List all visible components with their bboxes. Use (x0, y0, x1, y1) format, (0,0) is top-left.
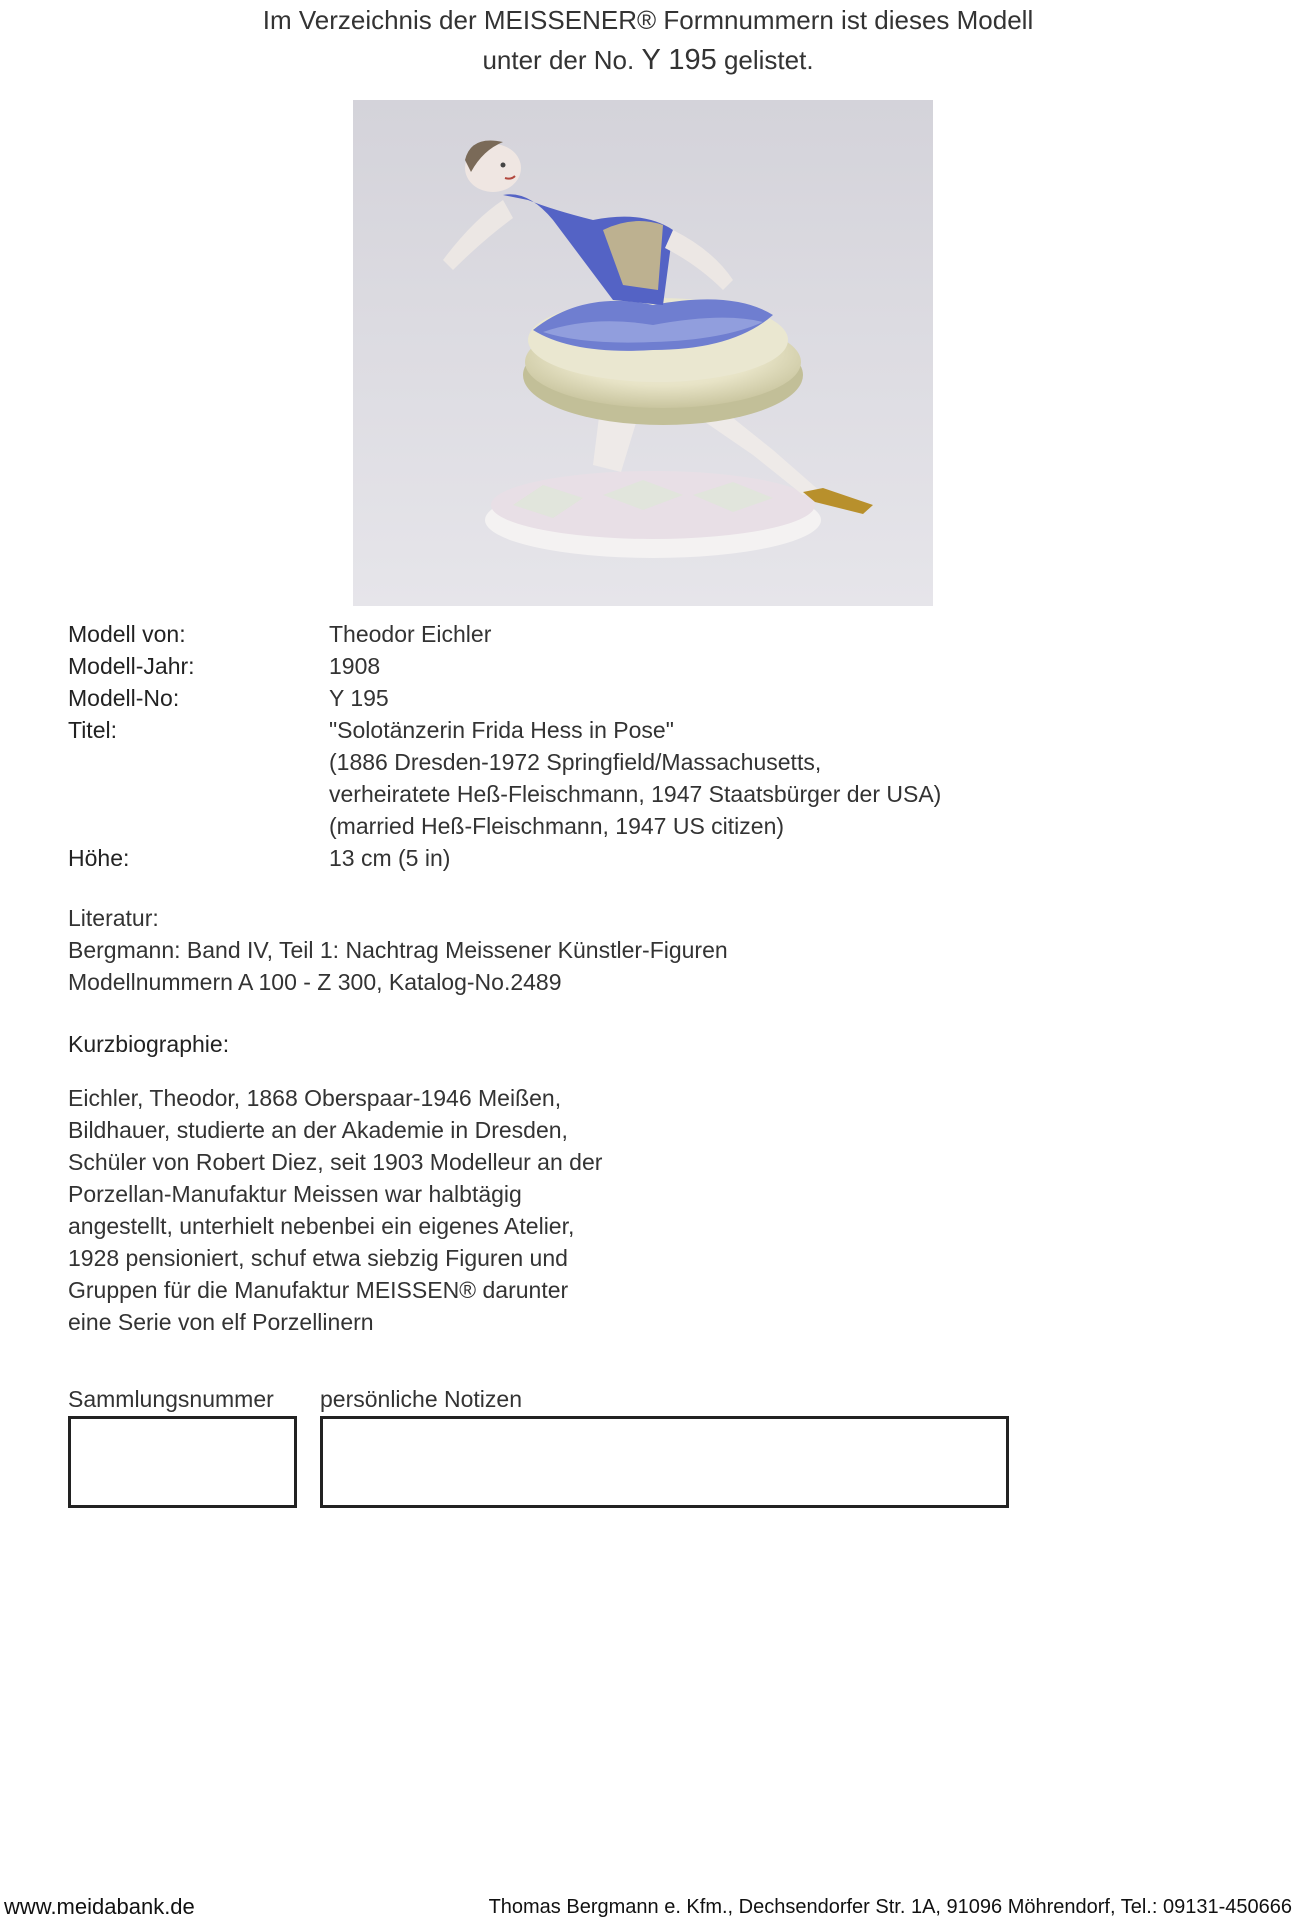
detail-row-modell-von (68, 618, 1228, 650)
titel-line: (married Heß-Fleischmann, 1947 US citizen) (329, 813, 785, 839)
header-line-1: Im Verzeichnis der MEISSENER® Formnummern ist dieses Modell (262, 5, 1034, 35)
detail-row-modell-jahr (68, 650, 1228, 682)
titel-line: verheiratete Heß-Fleischmann, 1947 Staatsbürger der USA) (329, 781, 942, 807)
bio-line: Gruppen für die Manufaktur MEISSEN® darunter (68, 1277, 569, 1303)
detail-row-titel (68, 714, 1228, 842)
bio-line: Eichler, Theodor, 1868 Oberspaar-1946 Meißen, (68, 1085, 562, 1111)
figurine-photo (353, 100, 933, 606)
footer-website[interactable]: www.meidabank.de (4, 1894, 195, 1919)
titel-line: "Solotänzerin Frida Hess in Pose" (329, 717, 674, 743)
header-line-2-prefix: unter der No. (482, 45, 635, 75)
literatur-line: Modellnummern A 100 - Z 300, Katalog-No.2489 (68, 969, 562, 995)
bio-line: eine Serie von elf Porzellinern (68, 1309, 374, 1335)
notizen-label: persönliche Notizen (320, 1386, 523, 1412)
hoehe-label: Höhe: (68, 845, 130, 871)
titel-value (329, 714, 1228, 842)
sammlungsnummer-label: Sammlungsnummer (68, 1386, 274, 1412)
titel-label: Titel: (68, 717, 117, 743)
sammlungsnummer-field[interactable] (68, 1416, 297, 1508)
detail-row-hoehe (68, 842, 1228, 874)
modell-no-value: Y 195 (329, 685, 389, 711)
detail-row-modell-no (68, 682, 1228, 714)
modell-jahr-value: 1908 (329, 653, 381, 679)
modell-jahr-label: Modell-Jahr: (68, 653, 195, 679)
modell-von-label: Modell von: (68, 621, 186, 647)
kurzbiographie-label: Kurzbiographie: (68, 1031, 230, 1057)
bio-line: Porzellan-Manufaktur Meissen war halbtägig (68, 1181, 522, 1207)
modell-no-label: Modell-No: (68, 685, 180, 711)
header-line-2-suffix: gelistet. (723, 45, 814, 75)
kurzbiographie-text (68, 1082, 602, 1338)
notizen-field[interactable] (320, 1416, 1009, 1508)
literatur-section (68, 902, 728, 998)
header-line-2 (0, 40, 1296, 80)
modell-von-value: Theodor Eichler (329, 621, 492, 647)
bio-line: Bildhauer, studierte an der Akademie in Dresden, (68, 1117, 568, 1143)
header-model-number: Y 195 (641, 44, 717, 76)
literatur-label: Literatur: (68, 905, 159, 931)
titel-line: (1886 Dresden-1972 Springfield/Massachusetts, (329, 749, 822, 775)
footer-contact: Thomas Bergmann e. Kfm., Dechsendorfer Str. 1A, 91096 Möhrendorf, Tel.: 09131-450666 (488, 1896, 1292, 1918)
bio-line: 1928 pensioniert, schuf etwa siebzig Figuren und (68, 1245, 568, 1271)
literatur-line: Bergmann: Band IV, Teil 1: Nachtrag Meissener Künstler-Figuren (68, 937, 728, 963)
bio-line: angestellt, unterhielt nebenbei ein eigenes Atelier, (68, 1213, 575, 1239)
model-details (68, 618, 1228, 874)
bio-line: Schüler von Robert Diez, seit 1903 Modelleur an der (68, 1149, 603, 1175)
hoehe-value: 13 cm (5 in) (329, 845, 451, 871)
page-header (0, 0, 1296, 80)
